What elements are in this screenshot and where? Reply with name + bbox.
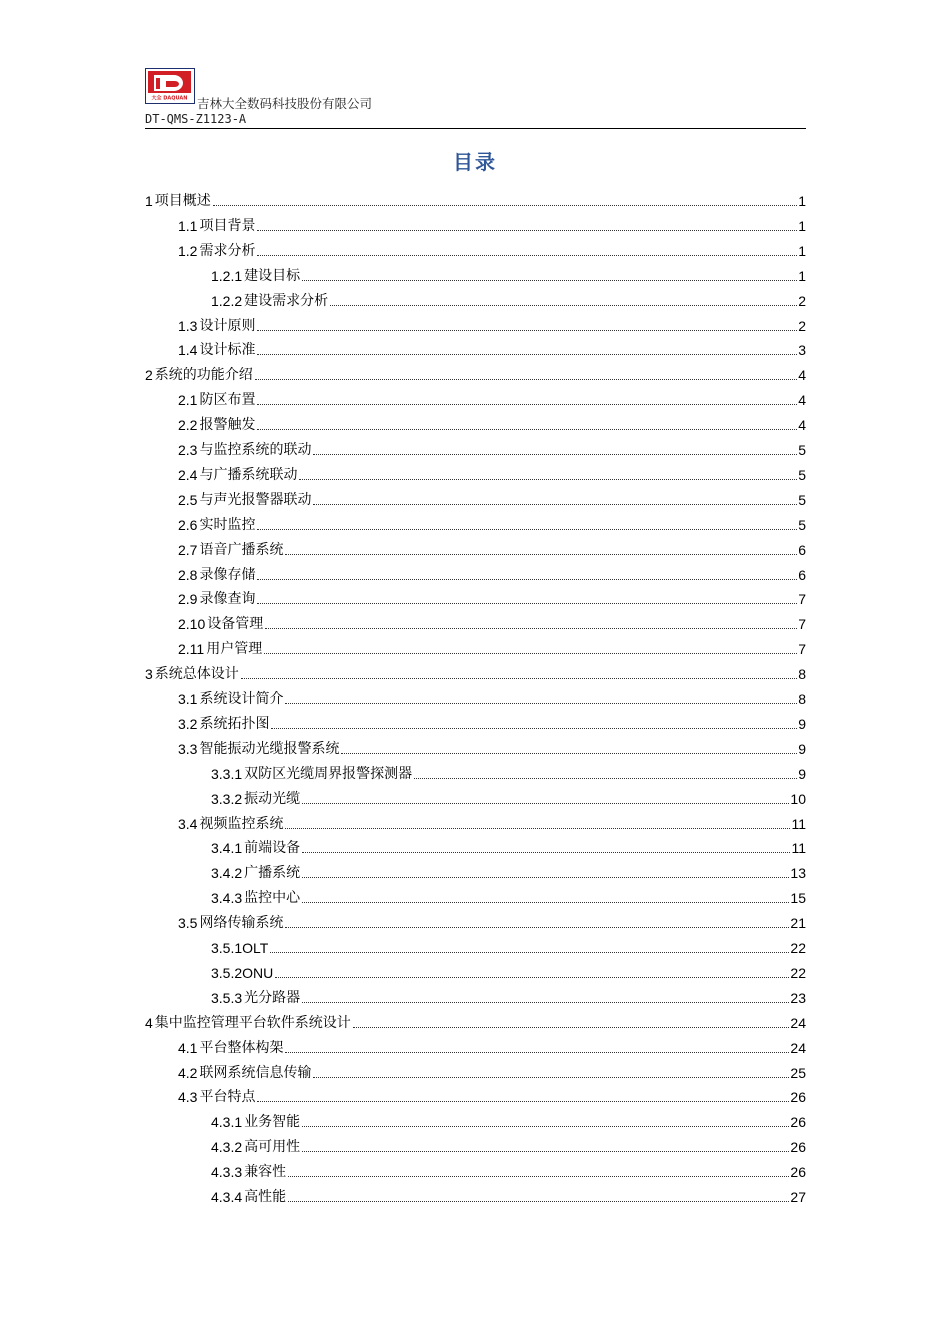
toc-dot-leader xyxy=(330,305,797,306)
toc-entry[interactable] xyxy=(178,709,806,733)
toc-entry-title: 与声光报警器联动 xyxy=(199,491,312,508)
toc-page-number: 9 xyxy=(798,740,806,757)
toc-dot-leader xyxy=(302,877,789,878)
toc-page-number: 24 xyxy=(790,1039,806,1056)
toc-entry-number: 3.4.3 xyxy=(211,890,243,907)
toc-entry[interactable] xyxy=(211,1157,806,1181)
toc-entry-title: 兼容性 xyxy=(244,1164,287,1181)
toc-entry[interactable] xyxy=(211,261,806,285)
toc-entry[interactable] xyxy=(178,460,806,484)
toc-entry[interactable] xyxy=(178,734,806,758)
toc-entry-number: 4.2 xyxy=(178,1064,198,1081)
toc-entry[interactable] xyxy=(178,560,806,584)
toc-entry-title: 网络传输系统 xyxy=(199,915,284,932)
toc-entry[interactable] xyxy=(211,933,806,957)
toc-page-number: 1 xyxy=(798,267,806,284)
toc-entry[interactable] xyxy=(178,908,806,932)
toc-entry-number: 3.2 xyxy=(178,715,198,732)
toc-dot-leader xyxy=(257,354,797,355)
toc-dot-leader xyxy=(241,678,797,679)
toc-dot-leader xyxy=(257,230,797,231)
toc-dot-leader xyxy=(257,603,797,604)
toc-entry-title: 报警触发 xyxy=(199,417,256,434)
toc-page-number: 8 xyxy=(798,691,806,707)
toc-page-number: 8 xyxy=(798,666,806,683)
toc-dot-leader xyxy=(285,554,797,555)
toc-entry[interactable] xyxy=(145,1008,806,1032)
toc-entry[interactable] xyxy=(178,335,806,359)
toc-entry[interactable] xyxy=(178,485,806,509)
toc-page-number: 24 xyxy=(790,1014,806,1031)
toc-page-number: 11 xyxy=(791,815,806,832)
toc-dot-leader xyxy=(285,828,790,829)
toc-entry-number: 4.3.3 xyxy=(211,1164,243,1181)
document-code: DT-QMS-Z1123-A xyxy=(145,112,247,126)
toc-entry-number: 2.11 xyxy=(178,641,205,658)
toc-entry-number: 2.8 xyxy=(178,566,198,583)
toc-entry[interactable] xyxy=(178,311,806,335)
toc-page-number: 26 xyxy=(790,1139,806,1156)
toc-entry-number: 2.5 xyxy=(178,491,198,508)
toc-entry-number: 4 xyxy=(145,1014,153,1031)
toc-entry-number: 2.10 xyxy=(178,616,206,633)
toc-entry[interactable] xyxy=(211,958,806,982)
toc-dot-leader xyxy=(299,479,797,480)
toc-page-number: 1 xyxy=(798,217,806,234)
toc-entry-title: 防区布置 xyxy=(199,392,256,409)
toc-dot-leader xyxy=(257,529,797,530)
toc-entry-number: 1.1 xyxy=(178,217,198,234)
toc-dot-leader xyxy=(313,454,797,455)
toc-entry-number: 1.2.1 xyxy=(211,267,243,284)
toc-page-number: 21 xyxy=(790,915,806,932)
toc-entry-number: 2.7 xyxy=(178,541,198,558)
toc-entry-number: 1 xyxy=(145,193,153,209)
toc-entry-title: 与广播系统联动 xyxy=(199,466,298,483)
toc-dot-leader xyxy=(271,728,797,729)
toc-entry-title: 录像存储 xyxy=(199,566,256,583)
toc-dot-leader xyxy=(302,1151,789,1152)
toc-page-number: 4 xyxy=(798,392,806,409)
toc-entry-number: 3.4.2 xyxy=(211,865,243,882)
toc-dot-leader xyxy=(313,1077,789,1078)
toc-dot-leader xyxy=(257,579,797,580)
toc-page-number: 1 xyxy=(798,193,806,209)
toc-entry[interactable] xyxy=(178,609,806,633)
toc-entry-number: 2.2 xyxy=(178,417,198,434)
toc-entry-title: 平台特点 xyxy=(199,1089,256,1106)
toc-dot-leader xyxy=(255,379,797,380)
toc-entry-title: 联网系统信息传输 xyxy=(199,1064,312,1081)
toc-entry[interactable] xyxy=(211,784,806,808)
toc-entry[interactable] xyxy=(178,634,806,658)
toc-entry[interactable] xyxy=(145,360,806,384)
toc-page-number: 5 xyxy=(798,466,806,483)
toc-entry-number: 2.9 xyxy=(178,591,198,608)
toc-page-number: 9 xyxy=(798,715,806,732)
toc-entry[interactable] xyxy=(178,535,806,559)
toc-dot-leader xyxy=(302,280,797,281)
toc-entry[interactable] xyxy=(178,1033,806,1057)
toc-page-number: 26 xyxy=(790,1114,806,1131)
toc-entry-number: 3.5.2ONU xyxy=(211,964,274,981)
toc-entry-number: 4.3.2 xyxy=(211,1139,243,1156)
toc-dot-leader xyxy=(341,753,797,754)
toc-entry-title: 高可用性 xyxy=(244,1139,301,1156)
toc-page-number: 5 xyxy=(798,442,806,458)
toc-entry-title: 项目背景 xyxy=(199,217,256,234)
toc-page-number: 2 xyxy=(798,317,806,334)
toc-entry-title: 语音广播系统 xyxy=(199,541,284,558)
toc-entry[interactable] xyxy=(211,286,806,310)
toc-entry[interactable] xyxy=(211,858,806,882)
toc-dot-leader xyxy=(288,1201,789,1202)
toc-entry-number: 4.1 xyxy=(178,1039,198,1056)
toc-dot-leader xyxy=(285,703,797,704)
toc-entry-title: 设计原则 xyxy=(199,317,256,334)
toc-entry-number: 3.1 xyxy=(178,691,198,707)
toc-page-number: 7 xyxy=(798,641,806,658)
toc-entry[interactable] xyxy=(211,883,806,907)
toc-page-number: 25 xyxy=(790,1064,806,1081)
toc-dot-leader xyxy=(302,803,789,804)
toc-dot-leader xyxy=(353,1027,790,1028)
toc-entry-title: 实时监控 xyxy=(199,516,256,533)
toc-dot-leader xyxy=(302,1126,789,1127)
toc-page-number: 26 xyxy=(790,1089,806,1106)
toc-entry-title: 需求分析 xyxy=(199,242,256,259)
toc-entry[interactable] xyxy=(178,385,806,409)
toc-entry-title: 项目概述 xyxy=(154,193,211,209)
toc-dot-leader xyxy=(313,504,797,505)
toc-entry[interactable] xyxy=(178,1082,806,1106)
toc-entry[interactable] xyxy=(178,584,806,608)
toc-entry-number: 3.4.1 xyxy=(211,840,243,857)
toc-entry-title: 平台整体构架 xyxy=(199,1039,284,1056)
toc-page-number: 3 xyxy=(798,342,806,359)
toc-entry[interactable] xyxy=(145,186,806,210)
toc-entry-title: 业务智能 xyxy=(244,1114,301,1131)
toc-dot-leader xyxy=(285,1052,789,1053)
header-divider xyxy=(145,128,806,129)
toc-page-number: 26 xyxy=(790,1164,806,1181)
toc-entry-number: 1.2.2 xyxy=(211,292,243,309)
toc-page-number: 7 xyxy=(798,591,806,608)
toc-page-number: 10 xyxy=(790,790,806,807)
toc-entry-title: 智能振动光缆报警系统 xyxy=(199,740,340,757)
toc-entry[interactable] xyxy=(178,435,806,459)
toc-entry[interactable] xyxy=(211,1182,806,1206)
company-logo xyxy=(145,68,195,104)
toc-entry-number: 2 xyxy=(145,367,153,384)
toc-dot-leader xyxy=(270,952,789,953)
toc-entry[interactable] xyxy=(178,684,806,708)
toc-page-number: 6 xyxy=(798,541,806,558)
toc-dot-leader xyxy=(264,653,797,654)
toc-entry-title: 建设需求分析 xyxy=(244,292,329,309)
toc-dot-leader xyxy=(288,1176,789,1177)
toc-entry-number: 4.3 xyxy=(178,1089,198,1106)
toc-dot-leader xyxy=(302,852,790,853)
toc-entry-number: 4.3.4 xyxy=(211,1189,243,1205)
toc-page-number: 27 xyxy=(790,1189,806,1205)
toc-entry-number: 1.3 xyxy=(178,317,198,334)
toc-entry-title: 视频监控系统 xyxy=(199,815,284,832)
company-name: 吉林大全数码科技股份有限公司 xyxy=(197,96,373,111)
toc-entry-number: 1.4 xyxy=(178,342,198,359)
toc-dot-leader xyxy=(257,1101,789,1102)
toc-page-number: 13 xyxy=(790,865,806,882)
toc-entry-number: 3.4 xyxy=(178,815,198,832)
toc-entry-number: 2.3 xyxy=(178,442,198,458)
logo-icon xyxy=(146,69,193,102)
toc-dot-leader xyxy=(265,628,797,629)
toc-entry[interactable] xyxy=(211,1132,806,1156)
toc-page-number: 4 xyxy=(798,367,806,384)
toc-page-number: 1 xyxy=(798,242,806,259)
toc-entry-number: 4.3.1 xyxy=(211,1114,243,1131)
toc-page-number: 23 xyxy=(790,989,806,1006)
toc-entry[interactable] xyxy=(211,1107,806,1131)
toc-entry-title: 光分路器 xyxy=(244,989,301,1006)
toc-entry[interactable] xyxy=(178,510,806,534)
toc-page-number: 7 xyxy=(798,616,806,633)
toc-entry[interactable] xyxy=(178,1058,806,1082)
toc-entry-title: 振动光缆 xyxy=(244,790,301,807)
toc-entry-number: 3.3 xyxy=(178,740,198,757)
toc-entry-title: 高性能 xyxy=(244,1189,287,1205)
toc-entry[interactable] xyxy=(211,759,806,783)
toc-entry[interactable] xyxy=(145,659,806,683)
toc-entry-title: 前端设备 xyxy=(244,840,301,857)
toc-entry[interactable] xyxy=(178,410,806,434)
toc-entry-title: 广播系统 xyxy=(244,865,301,882)
toc-entry[interactable] xyxy=(178,809,806,833)
toc-entry-number: 3 xyxy=(145,666,153,683)
toc-page-number: 6 xyxy=(798,566,806,583)
toc-entry-title: 系统的功能介绍 xyxy=(154,367,253,384)
toc-dot-leader xyxy=(213,205,797,206)
toc-page-number: 11 xyxy=(791,840,806,857)
toc-entry-number: 1.2 xyxy=(178,242,198,259)
toc-title: 目录 xyxy=(453,150,497,174)
toc-entry-number: 2.4 xyxy=(178,466,198,483)
toc-entry-number: 3.5 xyxy=(178,915,198,932)
toc-page-number: 9 xyxy=(798,765,806,782)
toc-entry-title: 设计标准 xyxy=(199,342,256,359)
toc-dot-leader xyxy=(257,429,797,430)
toc-entry-title: 设备管理 xyxy=(207,616,264,633)
toc-page-number: 5 xyxy=(798,516,806,533)
toc-page-number: 4 xyxy=(798,417,806,434)
toc-dot-leader xyxy=(302,1002,789,1003)
toc-entry-title: 录像查询 xyxy=(199,591,256,608)
toc-dot-leader xyxy=(275,977,789,978)
toc-dot-leader xyxy=(414,778,797,779)
toc-entry-title: 双防区光缆周界报警探测器 xyxy=(244,765,413,782)
toc-entry-title: 用户管理 xyxy=(206,641,263,658)
toc-entry[interactable] xyxy=(178,211,806,235)
toc-dot-leader xyxy=(257,255,797,256)
logo-text: 大全 DAQUAN xyxy=(151,95,188,102)
toc-page-number: 15 xyxy=(790,890,806,907)
toc-entry-title: 与监控系统的联动 xyxy=(199,442,312,458)
toc-entry-number: 3.5.3 xyxy=(211,989,243,1006)
toc-entry-title: 监控中心 xyxy=(244,890,301,907)
toc-entry-number: 2.1 xyxy=(178,392,198,409)
toc-entry-title: 系统拓扑图 xyxy=(199,715,270,732)
toc-entry-number: 3.3.1 xyxy=(211,765,243,782)
toc-page-number: 2 xyxy=(798,292,806,309)
toc-page-number: 5 xyxy=(798,491,806,508)
toc-dot-leader xyxy=(257,404,797,405)
toc-entry-title: 集中监控管理平台软件系统设计 xyxy=(154,1014,351,1031)
toc-page-number: 22 xyxy=(790,964,806,981)
toc-entry-number: 2.6 xyxy=(178,516,198,533)
toc-page-number: 22 xyxy=(790,940,806,956)
toc-entry[interactable] xyxy=(211,833,806,857)
toc-entry-number: 3.3.2 xyxy=(211,790,243,807)
toc-dot-leader xyxy=(257,330,797,331)
toc-entry[interactable] xyxy=(211,983,806,1007)
toc-entry-number: 3.5.1OLT xyxy=(211,940,269,956)
toc-entry-title: 建设目标 xyxy=(244,267,301,284)
toc-dot-leader xyxy=(302,902,789,903)
toc-entry[interactable] xyxy=(178,236,806,260)
toc-entry-title: 系统设计简介 xyxy=(199,691,284,707)
toc-dot-leader xyxy=(285,927,789,928)
toc-entry-title: 系统总体设计 xyxy=(154,666,239,683)
